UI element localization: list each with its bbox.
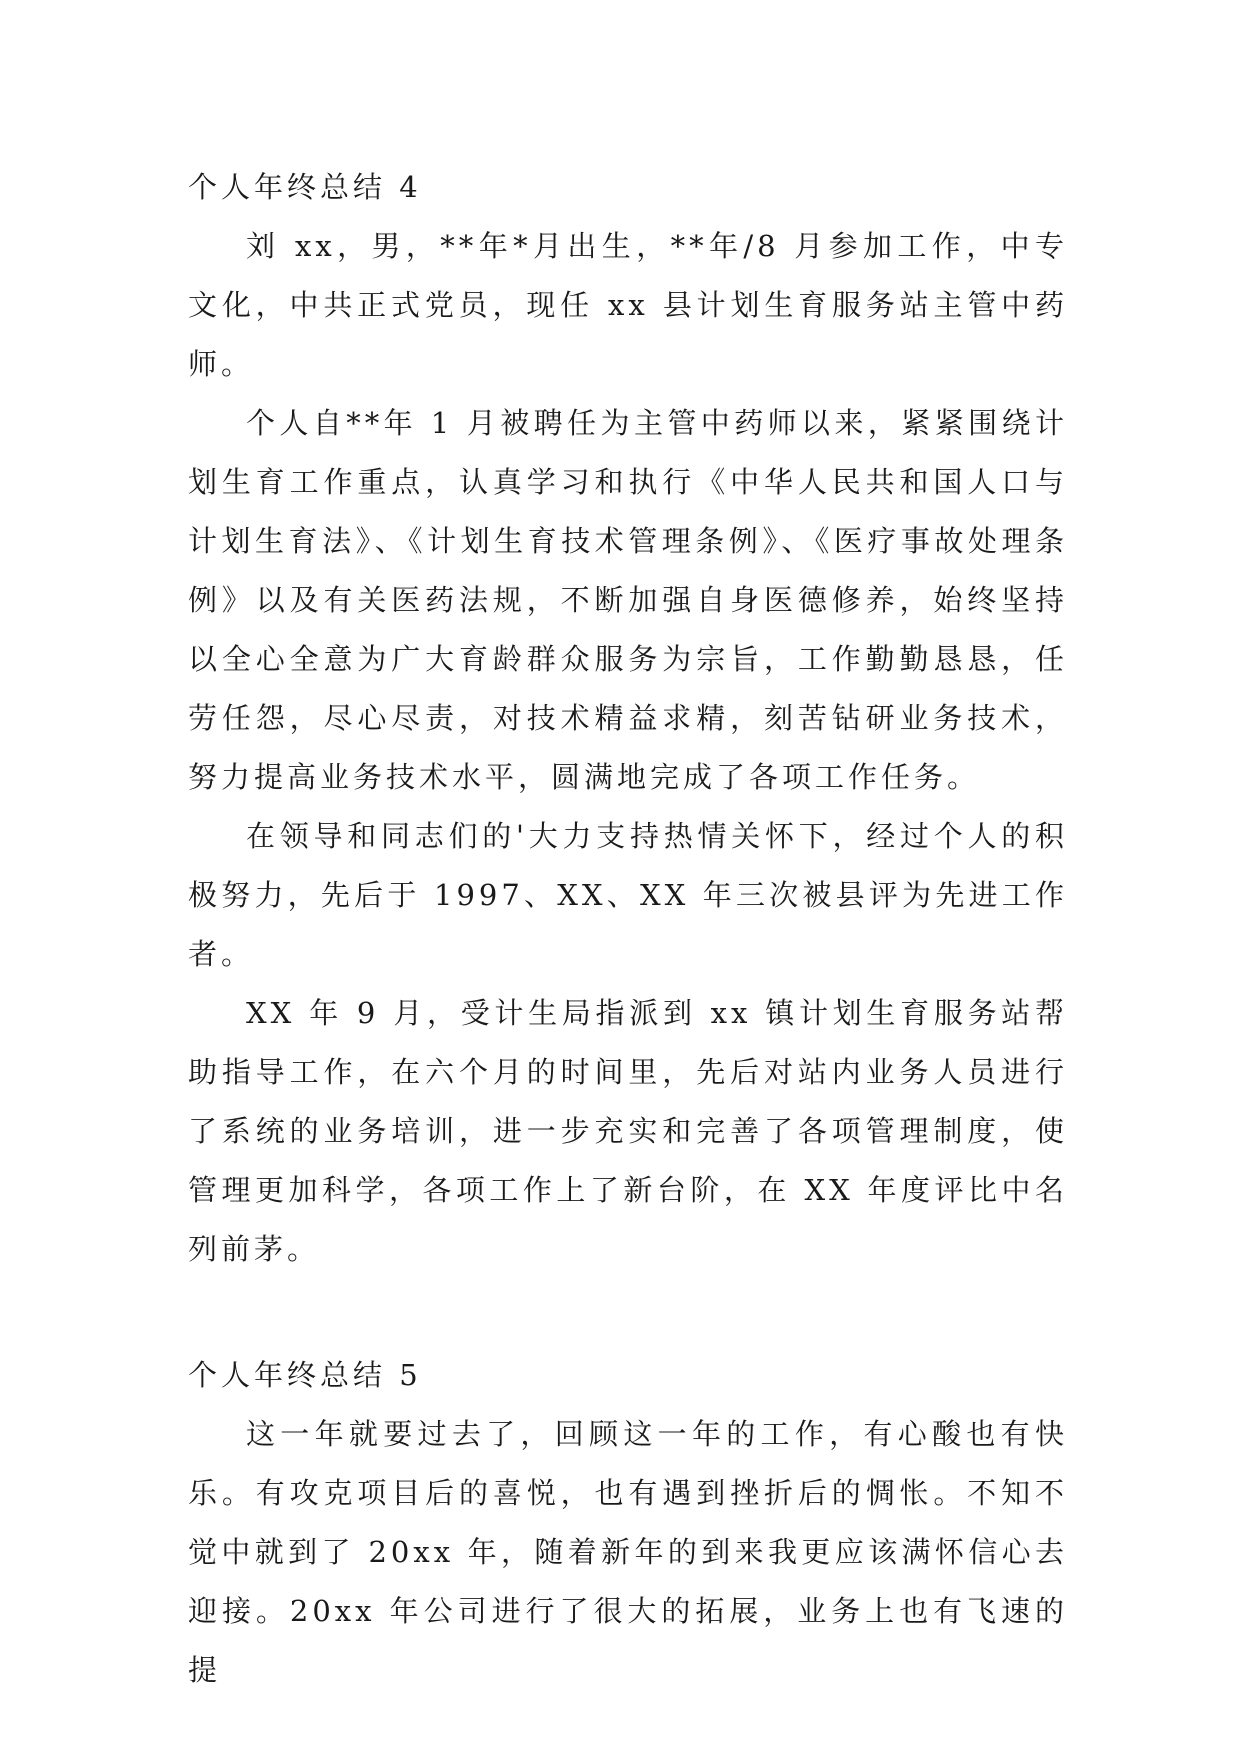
paragraph: 个人自**年 1 月被聘任为主管中药师以来，紧紧围绕计划生育工作重点，认真学习和执行《中华人民共和国人口与计划生育法》、《计划生育技术管理条例》、《医疗事故处理条例》以及有关医药法规，不断加强自身医德修养，始终坚持以全心全意为广大育龄群众服务为宗旨，工作勤勤恳恳，任劳任怨，尽心尽责，对技术精益求精，刻苦钻研业务技术，努力提高业务技术水平，圆满地完成了各项工作任务。 <box>188 406 1068 794</box>
paragraph: XX 年 9 月，受计生局指派到 xx 镇计划生育服务站帮助指导工作，在六个月的时间里，先后对站内业务人员进行了系统的业务培训，进一步充实和完善了各项管理制度，使管理更加科学，各项工作上了新台阶，在 XX 年度评比中名列前茅。 <box>188 996 1068 1266</box>
section-5 <box>188 1346 1068 1700</box>
section-title: 个人年终总结 5 <box>188 1358 422 1392</box>
paragraph: 在领导和同志们的'大力支持热情关怀下，经过个人的积极努力，先后于 1997、XX、XX 年三次被县评为先进工作者。 <box>188 819 1068 971</box>
section-4 <box>188 158 1068 1279</box>
paragraph: 这一年就要过去了，回顾这一年的工作，有心酸也有快乐。有攻克项目后的喜悦，也有遇到挫折后的惆怅。不知不觉中就到了 20xx 年，随着新年的到来我更应该满怀信心去迎接。20xx 年公司进行了很大的拓展，业务上也有飞速的提 <box>188 1417 1068 1687</box>
section-title: 个人年终总结 4 <box>188 170 422 204</box>
document-body <box>188 158 1068 1700</box>
paragraph: 刘 xx，男，**年*月出生，**年/8 月参加工作，中专文化，中共正式党员，现任 xx 县计划生育服务站主管中药师。 <box>188 229 1068 381</box>
section-spacer <box>188 1279 1068 1346</box>
